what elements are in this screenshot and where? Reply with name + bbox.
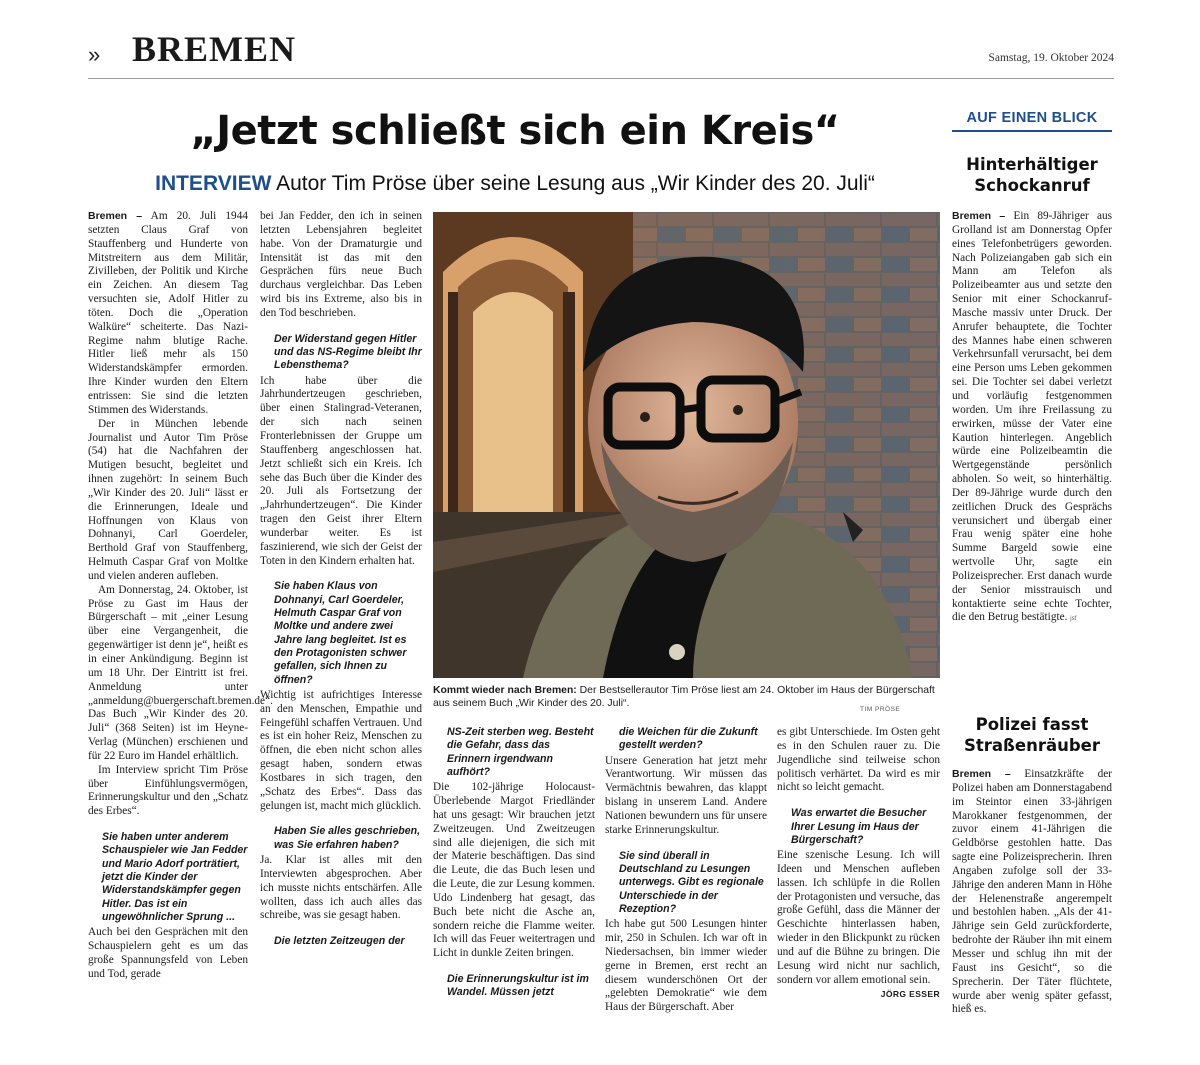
dateline: Bremen – <box>952 768 1011 780</box>
paragraph: Am Donnerstag, 24. Oktober, ist Pröse zu Gast im Haus der Bürgerschaft – mit „einer Lesung über eine Vergangenheit, die gegenwärtiger ist denn je“, heißt es in einer Ankündigung. Beginn ist um 18 Uhr. Der Eintritt ist frei. Anmeldung unter „anmeldung@buergerschaft.bremen.de“. Das Buch „Wir Kinder des 20. Juli“ (368 Seiten) ist im Heyne-Verlag (München) erschienen und für 22 Euro im Handel erhältlich. <box>88 583 273 762</box>
interview-question: Was erwartet die Besucher Ihrer Lesung im Haus der Bürgerschaft? <box>791 807 927 846</box>
sidebar-story-2 <box>952 768 1112 1017</box>
caption-text: Der Bestsellerautor Tim Pröse liest am 24. Oktober im Haus der Bürgerschaft aus seinem Buch „Wir Kinder des 20. Juli“. <box>433 685 935 709</box>
paragraph: bei Jan Fedder, den ich in seinen letzten Lebensjahren begleitet habe. Von der Dramaturgie und Intensität ist das mit den Gesprächen fürs neue Buch durchaus vergleichbar. Das Leben wird bis ins Extreme, also bis in den Tod beschrieben. <box>260 210 422 319</box>
issue-date: Samstag, 19. Oktober 2024 <box>988 52 1114 64</box>
paragraph: Unsere Generation hat jetzt mehr Verantwortung. Wir müssen das Vermächtnis bewahren, das klappt bislang in unserem Land. Andere Nationen bewundern uns für unsere starke Erinnerungskultur. <box>605 754 767 836</box>
paragraph: Ja. Klar ist alles mit den Interviewten abgesprochen. Aber ich musste nichts entschärfen. Alle wollten, dass ich auch alles das schreibe, was sie gesagt haben. <box>260 854 422 922</box>
article-column-2 <box>260 210 422 951</box>
paragraph: Ich habe über die Jahrhundertzeugen geschrieben, über einen Stalingrad-Veteranen, der sich nach seinen Fronterlebnissen der Gruppe um Stauffenberg angeschlossen hat. Jetzt schließt sich ein Kreis. Ich sehe das Buch über die Kinder des 20. Juli als Fortsetzung der „Jahrhundertzeugen“. Die Kinder tragen den Geist ihrer Eltern wunderbar weiter. Es ist faszinierend, wie sich der Geist der Toten in den Kindern erhalten hat. <box>260 374 422 567</box>
interview-question: Die letzten Zeitzeugen der <box>274 935 405 948</box>
sidebar-story-1 <box>952 210 1112 627</box>
section-title: BREMEN <box>132 29 297 69</box>
portrait-image <box>433 212 940 678</box>
paragraph: Bremen – Ein 89-Jähriger aus Grolland ist am Donnerstag Opfer eines Telefonbetrügers geworden. Nach Polizeiangaben gab sich ein Mann am Telefon als Polizeibeamter aus und setzte den Senior mit einer Schockanruf-Masche massiv unter Druck. Der Anrufer behauptete, die Tochter des Mannes habe einen schweren Verkehrsunfall verursacht, bei dem eine Person ums Leben gekommen sei. Die Tochter sei dabei verletzt und vorläufig festgenommen worden. Um ihre Freilassung zu erwirken, müsse der Vater eine Kaution hinterlegen. Angeblich würde eine Polizeibeamtin die Wertgegenstände persönlich abholen. So weit, so hinterhältig. Der 89-Jährige wurde durch den zeitlichen Druck des Gesprächs verunsichert und übergab einer Frau wenig später eine hohe Summe Bargeld sowie eine wertvolle Uhr, sagte ein Polizeisprecher. Erst danach wurde der Senior misstrauisch und kontaktierte seine echte Tochter, die den Betrug bestätigte. jsf <box>952 210 1113 624</box>
sidebar-tag: AUF EINEN BLICK <box>952 110 1112 132</box>
paragraph: Die 102-jährige Holocaust-Überlebende Margot Friedländer hat uns gesagt: Wir brauchen jetzt Zweitzeugen. Und Zweitzeugen sind alle diejenigen, die sich mit der Materie beschäftigen. Das sind die Leute, die das Buch lesen und die Leute, die zur Lesung kommen. Udo Lindenberg hat gesagt, das Buch bete nicht die Asche an, sondern reiche die Flamme weiter. Ich will das Feuer weitertragen und Licht in dunkle Zeiten bringen. <box>433 781 595 960</box>
article-kicker: INTERVIEW <box>155 172 272 195</box>
double-chevron-right-icon: » <box>88 42 101 67</box>
interview-question: Haben Sie alles geschrieben, was Sie erfahren haben? <box>274 825 421 851</box>
paragraph: Wichtig ist aufrichtiges Interesse an den Menschen, Empathie und Feingefühl schaffen Vertrauen. Und es ist ein hoher Reiz, Menschen zu öffnen, die eben nicht schon alles gesagt haben, sondern etwas Kostbares in sich tragen, den „Schatz des Erbes“. Dass das gelungen ist, macht mich glücklich. <box>260 688 422 812</box>
sidebar-headline-1: Hinterhältiger Schockanruf <box>966 155 1098 195</box>
article-column-1 <box>88 210 273 982</box>
paragraph: es gibt Unterschiede. Im Osten geht es in den Schulen rauer zu. Die Jugendliche sind teilweise schon politisch verhärtet. Da wird es mir nicht so leicht gemacht. <box>777 726 940 794</box>
author-signature: JÖRG ESSER <box>880 988 940 999</box>
photo-credit: TIM PRÖSE <box>860 706 901 713</box>
paragraph: Der in München lebende Journalist und Autor Tim Pröse (54) hat die Nachfahren der Mutigen besucht, begleitet und ihnen zugehört: In seinem Buch „Wir Kinder des 20. Juli“ lässt er die Erinnerungen, Ideale und Hoffnungen von Klaus von Dohnanyi, Carl Goerdeler, Berthold Graf von Stauffenberg, Helmuth Caspar Graf von Moltke und vielen anderen aufleben. <box>88 417 248 582</box>
interview-question: Der Widerstand gegen Hitler und das NS-Regime bleibt Ihr Lebensthema? <box>274 332 422 372</box>
interview-question: NS-Zeit sterben weg. Besteht die Gefahr, dass das Erinnern irgendwann aufhört? <box>447 726 594 778</box>
interview-question: Sie sind überall in Deutschland zu Lesungen unterwegs. Gibt es regionale Unterschiede in der Rezeption? <box>619 849 764 915</box>
paragraph: Eine szenische Lesung. Ich will Ideen und Menschen aufleben lassen. Ich schlüpfe in die Rollen der Protagonisten und versuche, das große Gefühl, dass die Männer der Geschichte hinterlassen haben, wieder in den Blickpunkt zu rücken und auf die Bühne zu bringen. Die Lesung wird nicht nur sachlich, sondern vor allem emotional sein. <box>777 849 940 986</box>
dateline: Bremen – <box>88 210 143 222</box>
interview-question: die Weichen für die Zukunft gestellt werden? <box>619 726 758 752</box>
article-column-5 <box>777 726 940 1001</box>
article-column-3 <box>433 726 595 1002</box>
author-photo <box>433 212 940 678</box>
sidebar-headline-2: Polizei fasst Straßenräuber <box>963 715 1100 755</box>
page-header <box>88 28 1114 79</box>
article-subhead-text: Autor Tim Pröse über seine Lesung aus „Wir Kinder des 20. Juli“ <box>276 172 875 195</box>
article-column-4 <box>605 726 767 1015</box>
paragraph: Ich habe gut 500 Lesungen hinter mir, 250 in Schulen. Ich war oft in Niedersachsen, bin immer wieder gerne in Bremen, erst recht an diesem wunderschönen Ort der „gelebten Demokratie“ wie dem Haus der Bürgerschaft. Aber <box>605 918 767 1014</box>
paragraph: Im Interview spricht Tim Pröse über Einfühlungsvermögen, Erinnerungskultur und den „Schatz des Erbes“. <box>88 763 248 818</box>
paragraph: Auch bei den Gesprächen mit den Schauspielern geht es um das große Spannungsfeld von Leben und Tod, gerade <box>88 926 248 980</box>
caption-lead: Kommt wieder nach Bremen: <box>433 685 577 696</box>
paragraph: Bremen – Am 20. Juli 1944 setzten Claus Graf von Stauffenberg und Hunderte von Mitstreitern aus dem Militär, Zivilleben, der Politik und Kirche ein Zeichen. An diesem Tag versuchten sie, Adolf Hitler zu töten. Doch die „Operation Walküre“ scheiterte. Das Nazi-Regime nahm blutige Rache. Hitler ließ mehr als 150 Widerstandskämpfer ermorden. Ihre Kinder wurden den Eltern entrissen: Sie sind die letzten Stimmen des Widerstands. <box>88 210 248 416</box>
interview-question: Sie haben Klaus von Dohnanyi, Carl Goerdeler, Helmuth Caspar Graf von Moltke und andere zwei Jahre lang begleitet. Ist es den Protagonisten schwer gefallen, sich Ihnen zu öffnen? <box>274 580 407 686</box>
author-initials: jsf <box>1070 616 1077 623</box>
interview-question: Sie haben unter anderem Schauspieler wie Jan Fedder und Mario Adorf porträtiert, jetzt die Kinder der Widerstandskämpfer gegen Hitler. Das ist ein ungewöhnlicher Sprung ... <box>102 831 248 923</box>
article-headline: „Jetzt schließt sich ein Kreis“ <box>190 108 840 154</box>
article-subhead <box>90 172 940 196</box>
paragraph: Bremen – Einsatzkräfte der Polizei haben am Donnerstagabend im Steintor einen 33-jährigen Marokkaner festgenommen, der zuvor einem 41-Jährigen die Geldbörse gestohlen hatte. Das sagte eine Polizeisprecherin. Ihren Angaben zufolge soll der 33-Jährige den anderen Mann in Höhe der Helenenstraße angerempelt und bestohlen haben. „Als der 41-Jährige sein Geld zurückforderte, bedrohte der Räuber ihn mit einem Messer und schlug ihn mit der Faust ins Gesicht“, so die Sprecherin. Der Täter flüchtete, wurde aber wenig später gefasst, hieß es. <box>952 768 1113 1016</box>
dateline: Bremen – <box>952 210 1006 222</box>
interview-question: Die Erinnerungskultur ist im Wandel. Müssen jetzt <box>447 973 589 999</box>
